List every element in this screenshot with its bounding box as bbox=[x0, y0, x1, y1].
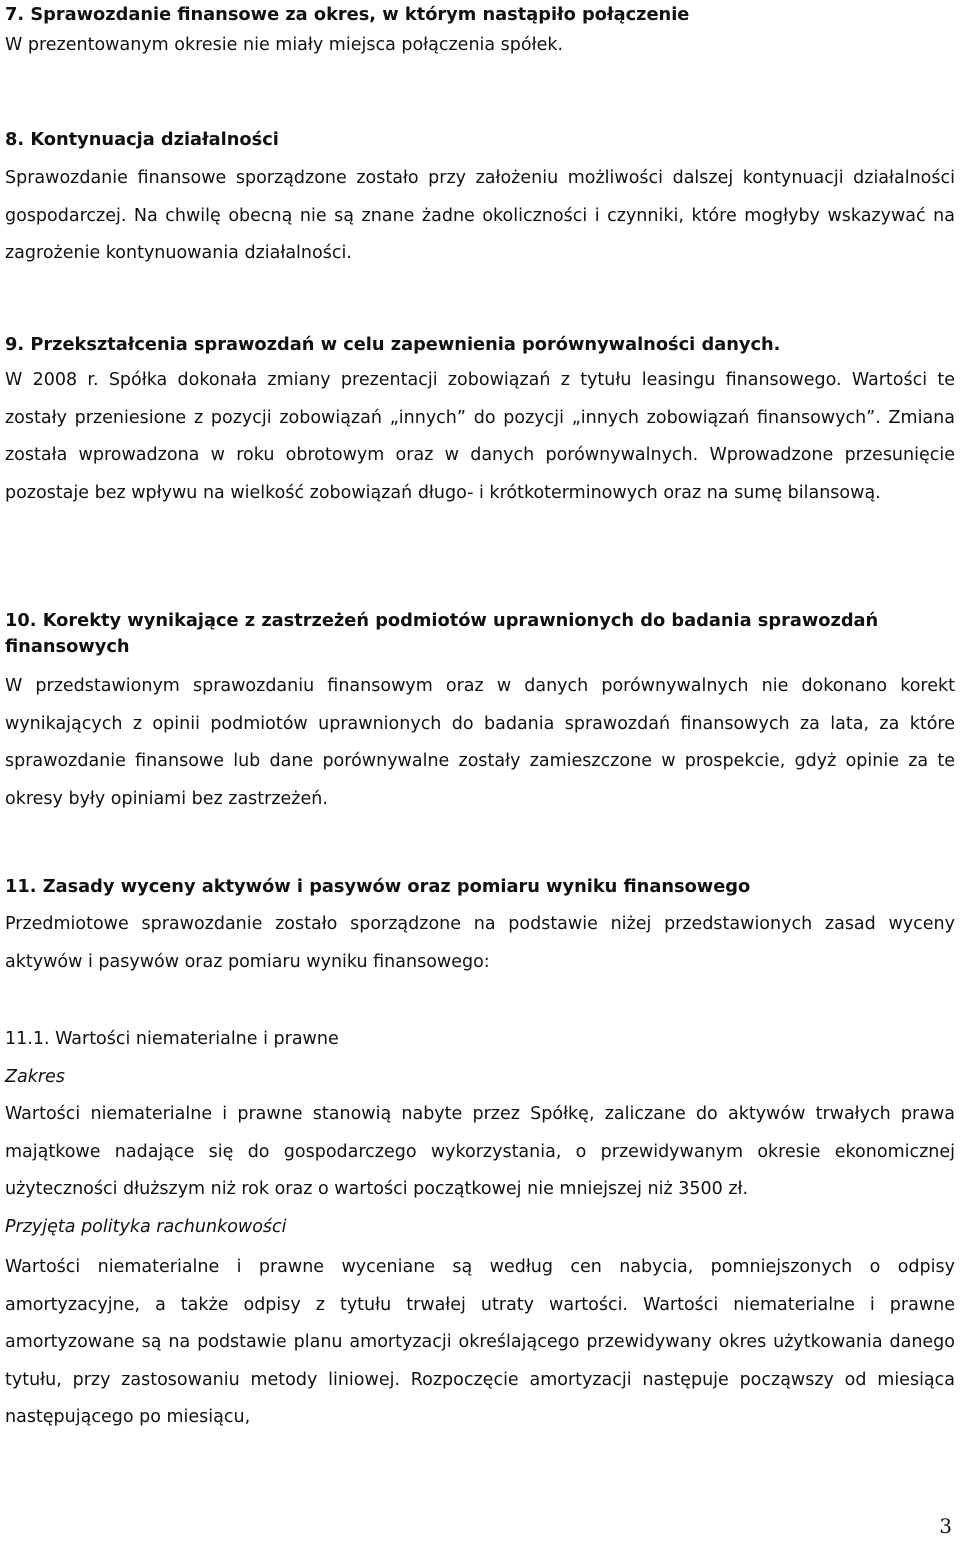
page-number: 3 bbox=[939, 1514, 952, 1538]
policy-paragraph: Wartości niematerialne i prawne wyceniane są według cen nabycia, pomniejszonych o odpisy amortyzacyjne, a także odpisy z tytułu trwałej utraty wartości. Wartości niematerialne i prawne amortyzowane są na podstawie planu amortyzacji określającego przewidywany okres użytkowania danego tytułu, przy zastosowaniu metody liniowej. Rozpoczęcie amortyzacji następuje począwszy od miesiąca następującego po miesiącu, bbox=[5, 1257, 955, 1427]
section-10-paragraph: W przedstawionym sprawozdaniu finansowym oraz w danych porównywalnych nie dokonano korekt wynikających z opinii podmiotów uprawnionych do badania sprawozdań finansowych za lata, za które sprawozdanie finansowe lub dane porównywalne zostały zamieszczone w prospekcie, gdyż opinie za te okresy były opiniami bez zastrzeżeń. bbox=[5, 676, 955, 809]
policy-label: Przyjęta polityka rachunkowości bbox=[5, 1217, 287, 1237]
scope-paragraph: Wartości niematerialne i prawne stanowią nabyte przez Spółkę, zaliczane do aktywów trwałych prawa majątkowe nadające się do gospodarczego wykorzystania, o przewidywanym okresie ekonomicznej użyteczności dłuższym niż rok oraz o wartości początkowej nie mniejszej niż 3500 zł. bbox=[5, 1104, 955, 1199]
section-8-heading: 8. Kontynuacja działalności bbox=[5, 129, 279, 150]
section-8-paragraph: Sprawozdanie finansowe sporządzone zostało przy założeniu możliwości dalszej kontynuacji działalności gospodarczej. Na chwilę obecną nie są znane żadne okoliczności i czynniki, które mogłyby wskazywać na zagrożenie kontynuowania działalności. bbox=[5, 168, 955, 263]
scope-label: Zakres bbox=[5, 1067, 65, 1087]
section-7-paragraph: W prezentowanym okresie nie miały miejsca połączenia spółek. bbox=[5, 35, 564, 55]
section-10-heading: 10. Korekty wynikające z zastrzeżeń podmiotów uprawnionych do badania sprawozdań finansowych bbox=[5, 610, 879, 657]
section-11-heading: 11. Zasady wyceny aktywów i pasywów oraz pomiaru wyniku finansowego bbox=[5, 876, 751, 897]
section-7-heading: 7. Sprawozdanie finansowe za okres, w którym nastąpiło połączenie bbox=[5, 4, 690, 25]
section-11-paragraph: Przedmiotowe sprawozdanie zostało sporządzone na podstawie niżej przedstawionych zasad wyceny aktywów i pasywów oraz pomiaru wyniku finansowego: bbox=[5, 914, 955, 972]
section-9-paragraph: W 2008 r. Spółka dokonała zmiany prezentacji zobowiązań z tytułu leasingu finansowego. Wartości te zostały przeniesione z pozycji zobowiązań „innych” do pozycji „innych zobowiązań finansowych”. Zmiana została wprowadzona w roku obrotowym oraz w danych porównywalnych. Wprowadzone przesunięcie pozostaje bez wpływu na wielkość zobowiązań długo- i krótkoterminowych oraz na sumę bilansową. bbox=[5, 370, 955, 503]
subsection-11-1-title: 11.1. Wartości niematerialne i prawne bbox=[5, 1029, 339, 1049]
section-9-heading: 9. Przekształcenia sprawozdań w celu zapewnienia porównywalności danych. bbox=[5, 334, 781, 355]
